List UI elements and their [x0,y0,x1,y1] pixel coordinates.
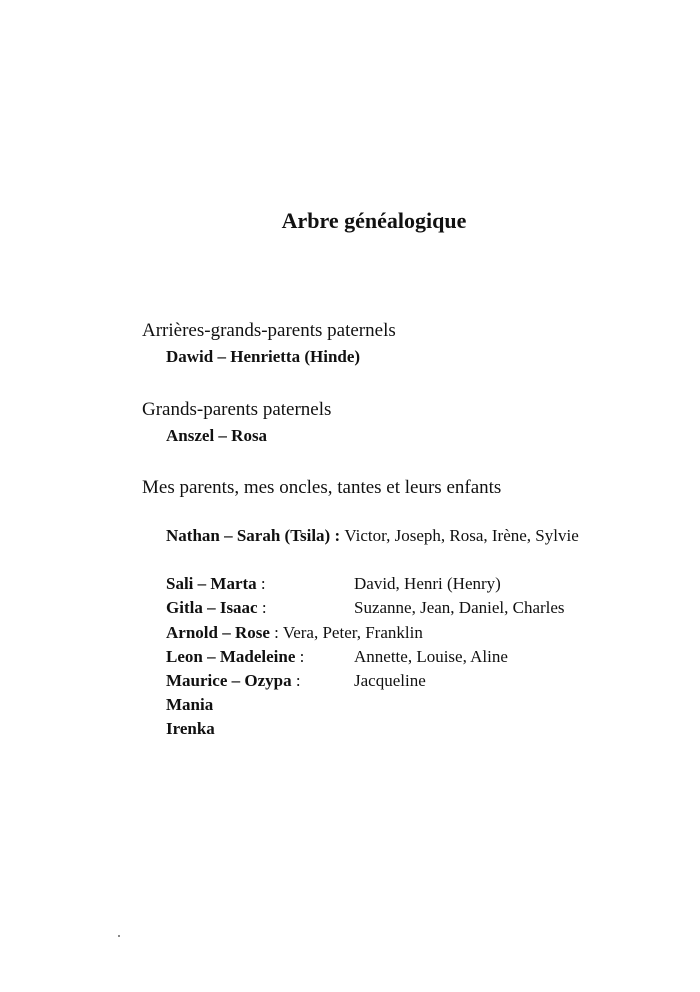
family-row [166,526,579,550]
family-couple: Maurice – Ozypa [166,671,292,690]
family-couple: Arnold – Rose [166,623,270,642]
family-children: Victor, Joseph, Rosa, Irène, Sylvie [344,526,579,545]
family-couple: Irenka [166,719,215,738]
page-title: Arbre généalogique [281,208,467,233]
family-children: Jacqueline [354,671,426,690]
family-row [166,719,215,743]
family-row [166,598,565,622]
section-heading-parents-uncles-aunts: Mes parents, mes oncles, tantes et leurs enfants [142,477,502,498]
family-row [166,574,501,598]
family-children: Suzanne, Jean, Daniel, Charles [354,598,565,617]
family-couple: Mania [166,695,214,714]
family-children: David, Henri (Henry) [354,574,501,593]
family-separator: : [295,647,305,666]
grandparents-names: Anszel – Rosa [166,426,268,445]
family-separator: : [257,598,267,617]
section-heading-great-grandparents: Arrières-grands-parents paternels [142,320,396,341]
family-separator: : [256,574,266,593]
family-separator: : [291,671,301,690]
family-children: Vera, Peter, Franklin [282,623,423,642]
section-heading-grandparents: Grands-parents paternels [142,399,332,420]
family-row [166,623,423,647]
scan-speck [118,935,120,937]
family-children: Annette, Louise, Aline [354,647,508,666]
family-couple: Sali – Marta [166,574,257,593]
family-couple: Nathan – Sarah (Tsila) [166,526,331,545]
family-couple: Gitla – Isaac [166,598,258,617]
family-separator: : [269,623,283,642]
family-row [166,695,213,719]
family-couple: Leon – Madeleine [166,647,296,666]
family-row [166,647,508,671]
great-grandparents-names: Dawid – Henrietta (Hinde) [166,347,361,366]
family-separator: : [330,526,345,545]
family-row [166,671,426,695]
